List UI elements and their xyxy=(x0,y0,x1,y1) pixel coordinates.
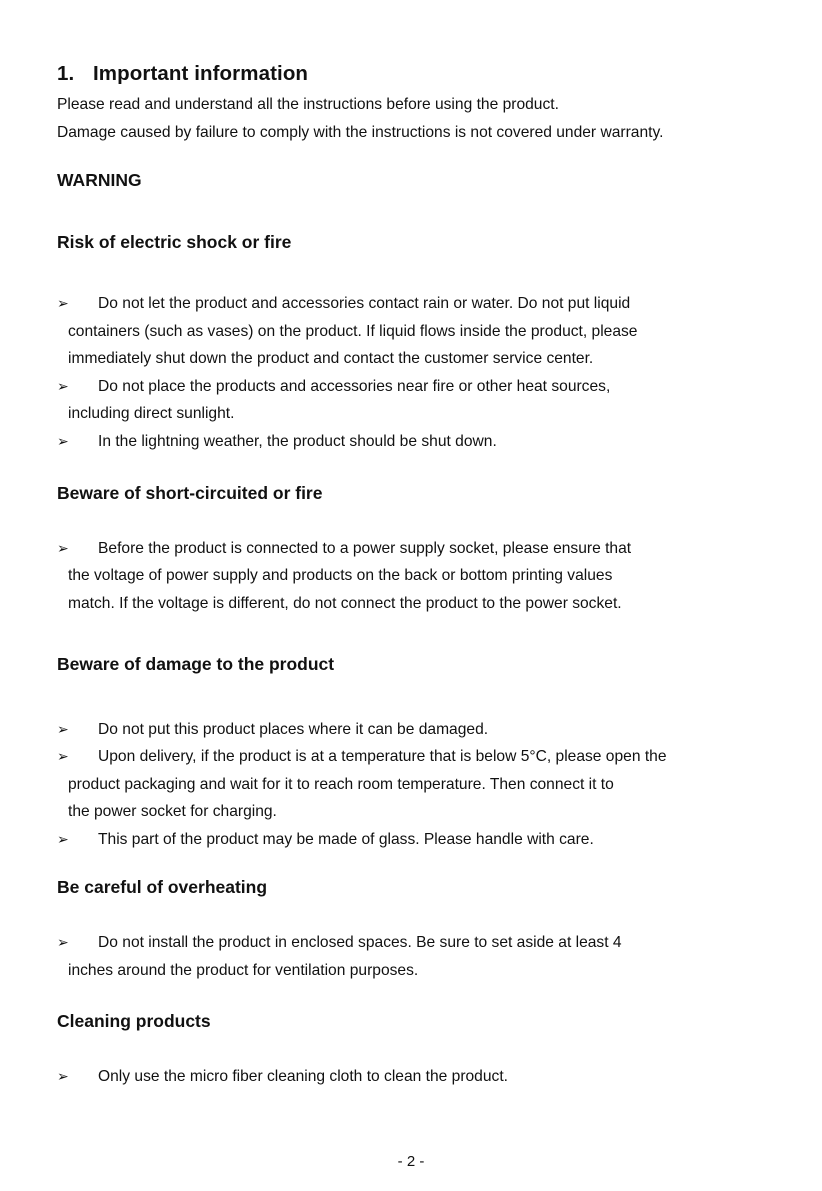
list-item xyxy=(57,716,488,744)
list-item xyxy=(57,826,594,854)
list-item xyxy=(57,290,630,318)
page-number: - 2 - xyxy=(397,1153,425,1170)
list-item-text: Only use the micro fiber cleaning cloth to clean the product. xyxy=(98,1068,508,1085)
intro-line-1: Please read and understand all the instructions before using the product. xyxy=(57,96,559,113)
list-item-continuation: the voltage of power supply and products on the back or bottom printing values xyxy=(68,567,613,584)
list-item xyxy=(57,929,622,957)
list-item-continuation: containers (such as vases) on the product. If liquid flows inside the product, please xyxy=(68,323,638,340)
list-item-text: Before the product is connected to a power supply socket, please ensure that xyxy=(98,540,632,557)
heading-damage: Beware of damage to the product xyxy=(57,654,335,674)
list-item-text: Upon delivery, if the product is at a temperature that is below 5°C, please open the xyxy=(98,748,667,765)
arrow-bullet-icon: ➢ xyxy=(57,934,69,950)
list-item-text: Do not install the product in enclosed spaces. Be sure to set aside at least 4 xyxy=(98,934,622,951)
section-number: 1. xyxy=(57,62,75,85)
list-item-text: Do not let the product and accessories contact rain or water. Do not put liquid xyxy=(98,295,631,312)
list-item xyxy=(57,373,610,401)
list-item xyxy=(57,1063,508,1091)
list-item xyxy=(57,535,631,563)
arrow-bullet-icon: ➢ xyxy=(57,748,69,764)
heading-cleaning: Cleaning products xyxy=(57,1011,211,1031)
section-title xyxy=(57,62,308,86)
arrow-bullet-icon: ➢ xyxy=(57,1068,69,1084)
list-item-continuation: the power socket for charging. xyxy=(68,803,277,820)
list-item xyxy=(57,743,667,771)
list-item-text: In the lightning weather, the product should be shut down. xyxy=(98,433,497,450)
list-item-text: Do not put this product places where it can be damaged. xyxy=(98,721,489,738)
list-item-continuation: match. If the voltage is different, do not connect the product to the power socket. xyxy=(68,595,622,612)
list-item-text: Do not place the products and accessories near fire or other heat sources, xyxy=(98,378,611,395)
heading-electric-shock: Risk of electric shock or fire xyxy=(57,232,292,252)
arrow-bullet-icon: ➢ xyxy=(57,295,69,311)
intro-line-2: Damage caused by failure to comply with the instructions is not covered under warranty. xyxy=(57,124,664,141)
list-item-text: This part of the product may be made of glass. Please handle with care. xyxy=(98,831,594,848)
arrow-bullet-icon: ➢ xyxy=(57,721,69,737)
list-item-continuation: inches around the product for ventilation purposes. xyxy=(68,962,419,979)
heading-overheating: Be careful of overheating xyxy=(57,877,268,897)
warning-label: WARNING xyxy=(57,170,142,190)
arrow-bullet-icon: ➢ xyxy=(57,433,69,449)
section-title-text: Important information xyxy=(93,62,309,85)
list-item-continuation: immediately shut down the product and contact the customer service center. xyxy=(68,350,594,367)
heading-short-circuit: Beware of short-circuited or fire xyxy=(57,483,323,503)
list-item-continuation: including direct sunlight. xyxy=(68,405,235,422)
list-item-continuation: product packaging and wait for it to reach room temperature. Then connect it to xyxy=(68,776,614,793)
arrow-bullet-icon: ➢ xyxy=(57,378,69,394)
arrow-bullet-icon: ➢ xyxy=(57,540,69,556)
list-item xyxy=(57,428,497,456)
arrow-bullet-icon: ➢ xyxy=(57,831,69,847)
